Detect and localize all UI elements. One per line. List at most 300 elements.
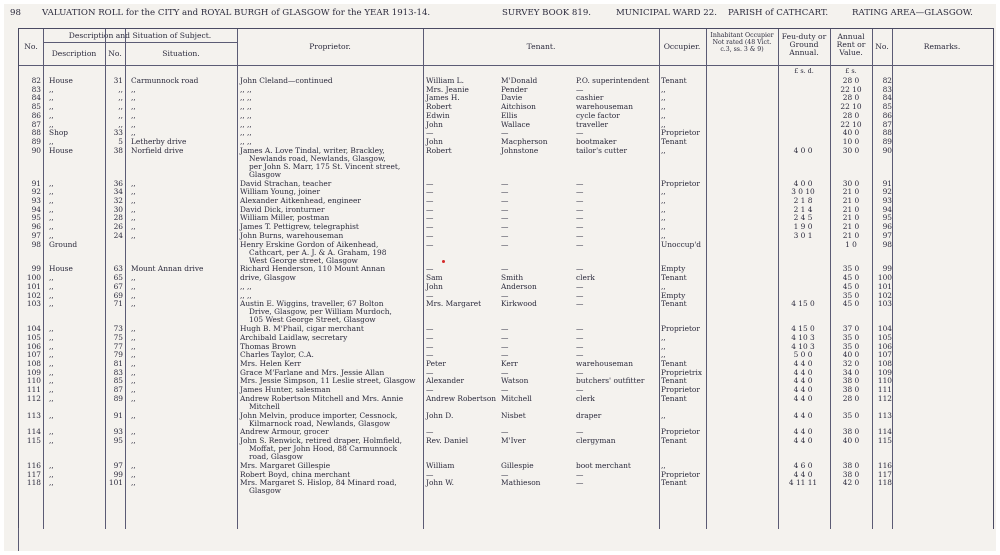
table-row: [19, 103, 993, 111]
cell-sit: ,,: [131, 222, 136, 232]
proprietor-continuation: Glasgow: [249, 486, 281, 496]
cell-tf: Mrs. Jeanie: [426, 84, 469, 94]
cell-feu: 4 4 0: [793, 436, 813, 445]
cell-occ: Proprietor: [661, 427, 700, 437]
cell-occ: Tenant: [661, 478, 687, 488]
cell-no3: 106: [877, 341, 892, 351]
table-row: [19, 223, 993, 231]
cell-no: 105: [26, 332, 41, 342]
proprietor-continuation: road, Glasgow: [249, 452, 303, 462]
cell-prop: John Cleland—continued: [240, 76, 333, 85]
cell-to: —: [576, 478, 584, 488]
cell-occ: ,,: [661, 187, 666, 197]
cell-ts: —: [501, 178, 509, 188]
cell-ts: —: [501, 367, 509, 377]
cell-prop: ,, ,,: [240, 110, 252, 120]
col-no2: No.: [108, 49, 122, 58]
cell-prop: ,, ,,: [240, 84, 252, 94]
roll-title: VALUATION ROLL for the CITY and ROYAL BURGH of GLASGOW for the YEAR 1913-14.: [42, 8, 431, 18]
cell-desc: ,,: [49, 469, 54, 479]
cell-occ: ,,: [661, 410, 666, 420]
cell-prop: Archibald Laidlaw, secretary: [240, 332, 348, 342]
cell-ts: Mathieson: [501, 478, 541, 488]
cell-occ: Proprietrix: [661, 367, 702, 377]
cell-sit: ,,: [131, 102, 136, 112]
cell-desc: ,,: [49, 136, 54, 146]
cell-sit: ,,: [131, 84, 136, 94]
cell-num: 89: [113, 393, 123, 403]
proprietor-continuation: Cathcart, per A. J. & A. Graham, 198: [249, 247, 387, 257]
cell-desc: ,,: [49, 393, 54, 403]
cell-num: 79: [113, 350, 123, 360]
cell-num: 65: [113, 273, 123, 283]
cell-to: clerk: [576, 273, 595, 283]
cell-num: 93: [113, 427, 123, 437]
cell-num: 85: [113, 376, 123, 386]
cell-sit: ,,: [131, 299, 136, 309]
cell-prop: Thomas Brown: [240, 341, 297, 351]
cell-no: 85: [31, 102, 41, 112]
cell-sit: ,,: [131, 427, 136, 437]
cell-num: 36: [113, 178, 123, 188]
cell-sit: Norfield drive: [131, 145, 184, 155]
cell-no: 111: [26, 385, 41, 394]
cell-occ: ,,: [661, 460, 666, 470]
cell-no3: 113: [877, 410, 892, 420]
valuation-roll-page: [4, 4, 996, 551]
cell-no: 87: [31, 119, 41, 129]
table-row: [19, 138, 993, 146]
cell-ts: —: [501, 350, 509, 360]
cell-prop: Austin E. Wiggins, traveller, 67 Bolton: [240, 299, 384, 309]
cell-to: —: [576, 187, 584, 197]
cell-desc: ,,: [49, 84, 54, 94]
cell-num: 91: [113, 410, 123, 420]
col-occupier: Occupier.: [663, 42, 701, 51]
cell-sit: ,,: [131, 332, 136, 342]
cell-num: 101: [108, 478, 123, 488]
cell-ts: Ellis: [501, 110, 518, 120]
cell-no3: 91: [882, 178, 892, 188]
cell-desc: ,,: [49, 290, 54, 300]
cell-num: 67: [113, 281, 123, 291]
cell-val: 21 0: [842, 187, 860, 197]
cell-no3: 116: [877, 460, 892, 470]
cell-ts: —: [501, 332, 509, 342]
cell-sit: ,,: [131, 436, 136, 445]
cell-to: warehouseman: [576, 358, 633, 368]
cell-occ: ,,: [661, 332, 666, 342]
cell-prop: Charles Taylor, C.A.: [240, 350, 314, 360]
cell-tf: Mrs. Margaret: [426, 299, 482, 309]
cell-prop: David Strachan, teacher: [240, 178, 332, 188]
cell-feu: 4 15 0: [791, 299, 815, 309]
cell-sit: ,,: [131, 469, 136, 479]
cell-sit: ,,: [131, 178, 136, 188]
cell-no3: 86: [882, 110, 892, 120]
cell-to: warehouseman: [576, 102, 633, 112]
cell-ts: —: [501, 324, 509, 334]
cell-no3: 94: [882, 204, 892, 214]
cell-num: ,,: [118, 84, 123, 94]
table-row: [19, 462, 993, 470]
cell-val: 45 0: [842, 281, 860, 291]
cell-to: —: [576, 324, 584, 334]
cell-sit: Letherby drive: [131, 136, 187, 146]
cell-no: 90: [31, 145, 41, 155]
cell-no: 106: [26, 341, 41, 351]
cell-prop: Hugh B. M'Phail, cigar merchant: [240, 324, 364, 334]
cell-sit: ,,: [131, 376, 136, 386]
cell-sit: ,,: [131, 196, 136, 205]
parish: PARISH of CATHCART.: [728, 8, 829, 18]
table-row: [19, 386, 993, 394]
cell-ts: Aitchison: [501, 102, 536, 112]
cell-ts: —: [501, 341, 509, 351]
cell-val: 45 0: [842, 273, 860, 283]
cell-sit: ,,: [131, 324, 136, 334]
cell-occ: ,,: [661, 84, 666, 94]
cell-val: 21 0: [842, 230, 860, 240]
cell-occ: Proprietor: [661, 469, 700, 479]
col-description: Description: [51, 49, 97, 58]
cell-no: 112: [26, 393, 41, 403]
cell-tf: John: [426, 136, 443, 146]
cell-no: 114: [26, 427, 41, 437]
col-situation: Situation.: [162, 49, 200, 58]
proprietor-continuation: West George street, Glasgow: [249, 255, 358, 265]
cell-val: 21 0: [842, 204, 860, 214]
cell-prop: Andrew Armour, grocer: [240, 427, 329, 437]
cell-val: 35 0: [842, 410, 860, 420]
cell-val: 35 0: [842, 341, 860, 351]
cell-to: —: [576, 230, 584, 240]
cell-occ: ,,: [661, 204, 666, 214]
cell-occ: Proprietor: [661, 128, 700, 138]
cell-feu: 2 1 8: [793, 196, 813, 205]
cell-feu: 4 4 0: [793, 385, 813, 394]
cell-prop: John Burns, warehouseman: [240, 230, 344, 240]
cell-sit: ,,: [131, 410, 136, 420]
cell-no3: 107: [877, 350, 892, 360]
cell-tf: Edwin: [426, 110, 450, 120]
col-no: No.: [24, 42, 38, 51]
cell-sit: ,,: [131, 230, 136, 240]
cell-occ: Empty: [661, 264, 686, 274]
col-annual-value: Annual Rent or Value.: [836, 32, 866, 57]
cell-val: 42 0: [842, 478, 860, 488]
municipal-ward: MUNICIPAL WARD 22.: [616, 8, 717, 18]
cell-feu: 4 10 3: [791, 332, 815, 342]
cell-ts: —: [501, 385, 509, 394]
cell-prop: James T. Pettigrew, telegraphist: [240, 222, 359, 232]
cell-to: boot merchant: [576, 460, 631, 470]
cell-ts: Nisbet: [501, 410, 526, 420]
cell-sit: ,,: [131, 290, 136, 300]
table-row: [19, 325, 993, 333]
cell-ts: —: [501, 469, 509, 479]
cell-desc: House: [49, 264, 73, 274]
cell-sit: ,,: [131, 367, 136, 377]
cell-val: 37 0: [842, 324, 860, 334]
cell-no3: 102: [877, 290, 892, 300]
cell-to: —: [576, 299, 584, 309]
cell-tf: —: [426, 324, 434, 334]
cell-val: 21 0: [842, 222, 860, 232]
cell-desc: ,,: [49, 478, 54, 488]
cell-val: 28 0: [842, 393, 860, 403]
cell-ts: —: [501, 290, 509, 300]
table-row: [19, 274, 993, 282]
cell-no3: 100: [877, 273, 892, 283]
cell-desc: ,,: [49, 410, 54, 420]
cell-ts: —: [501, 213, 509, 223]
cell-desc: ,,: [49, 341, 54, 351]
cell-num: 81: [113, 358, 123, 368]
cell-tf: —: [426, 230, 434, 240]
cell-val: 21 0: [842, 213, 860, 223]
cell-desc: ,,: [49, 102, 54, 112]
cell-val: 38 0: [842, 460, 860, 470]
cell-no3: 108: [877, 358, 892, 368]
cell-occ: ,,: [661, 102, 666, 112]
table-row: [19, 300, 993, 308]
cell-val: 38 0: [842, 385, 860, 394]
cell-sit: ,,: [131, 393, 136, 403]
cell-desc: ,,: [49, 324, 54, 334]
cell-feu: 3 0 1: [793, 230, 813, 240]
cell-no: 92: [31, 187, 41, 197]
cell-prop: Andrew Robertson Mitchell and Mrs. Annie: [240, 393, 404, 403]
cell-to: cycle factor: [576, 110, 620, 120]
cell-tf: Sam: [426, 273, 443, 283]
cell-desc: Shop: [49, 128, 69, 138]
cell-num: ,,: [118, 110, 123, 120]
cell-occ: ,,: [661, 213, 666, 223]
cell-no3: 99: [882, 264, 892, 274]
cell-desc: ,,: [49, 222, 54, 232]
cell-no3: 101: [877, 281, 892, 291]
cell-desc: House: [49, 145, 73, 155]
cell-to: draper: [576, 410, 602, 420]
cell-ts: Watson: [501, 376, 529, 386]
table-row: [19, 360, 993, 368]
cell-no3: 92: [882, 187, 892, 197]
cell-no: 118: [26, 478, 41, 488]
cell-ts: Pender: [501, 84, 528, 94]
cell-sit: Mount Annan drive: [131, 264, 204, 274]
cell-ts: Anderson: [501, 281, 537, 291]
cell-val: 28 0: [842, 76, 860, 85]
cell-num: 95: [113, 436, 123, 445]
cell-to: cashier: [576, 93, 604, 103]
cell-tf: Rev. Daniel: [426, 436, 469, 445]
cell-sit: ,,: [131, 93, 136, 103]
cell-prop: Alexander Aitkenhead, engineer: [240, 196, 361, 205]
cell-ts: —: [501, 230, 509, 240]
cell-no: 108: [26, 358, 41, 368]
cell-feu: 3 0 10: [791, 187, 815, 197]
cell-to: —: [576, 367, 584, 377]
cell-ts: Kirkwood: [501, 299, 537, 309]
cell-sit: ,,: [131, 110, 136, 120]
cell-feu: 4 4 0: [793, 367, 813, 377]
table-row: [19, 112, 993, 120]
cell-num: 83: [113, 367, 123, 377]
rating-area: RATING AREA—GLASGOW.: [852, 8, 973, 18]
cell-no3: 105: [877, 332, 892, 342]
cell-num: 38: [113, 145, 123, 155]
cell-val: 28 0: [842, 110, 860, 120]
cell-num: 34: [113, 187, 123, 197]
cell-feu: 5 0 0: [793, 350, 813, 360]
cell-prop: James A. Love Tindal, writer, Brackley,: [240, 145, 385, 155]
cell-occ: Tenant: [661, 358, 687, 368]
cell-occ: ,,: [661, 230, 666, 240]
cell-no: 96: [31, 222, 41, 232]
cell-desc: ,,: [49, 332, 54, 342]
cell-ts: Macpherson: [501, 136, 548, 146]
cell-to: tailor's cutter: [576, 145, 628, 155]
table-row: [19, 129, 993, 137]
cell-desc: ,,: [49, 119, 54, 129]
cell-prop: ,, ,,: [240, 128, 252, 138]
cell-no: 89: [31, 136, 41, 146]
cell-prop: ,, ,,: [240, 102, 252, 112]
cell-no3: 88: [882, 128, 892, 138]
cell-to: —: [576, 350, 584, 360]
cell-sit: ,,: [131, 273, 136, 283]
cell-to: —: [576, 264, 584, 274]
cell-num: 71: [113, 299, 123, 309]
col-tenant: Tenant.: [526, 42, 556, 51]
cell-prop: Robert Boyd, china merchant: [240, 469, 351, 479]
proprietor-continuation: Drive, Glasgow, per William Murdoch,: [249, 307, 392, 317]
cell-tf: —: [426, 222, 434, 232]
cell-desc: ,,: [49, 110, 54, 120]
cell-to: —: [576, 222, 584, 232]
cell-desc: ,,: [49, 358, 54, 368]
cell-no: 113: [26, 410, 41, 420]
cell-feu: 4 0 0: [793, 178, 813, 188]
cell-num: ,,: [118, 93, 123, 103]
cell-to: —: [576, 196, 584, 205]
cell-ts: —: [501, 222, 509, 232]
cell-num: 63: [113, 264, 123, 274]
cell-occ: Tenant: [661, 393, 687, 403]
cell-no: 82: [31, 76, 41, 85]
cell-sit: ,,: [131, 213, 136, 223]
cell-tf: —: [426, 128, 434, 138]
cell-num: 30: [113, 204, 123, 214]
cell-sit: ,,: [131, 187, 136, 197]
cell-feu: 4 4 0: [793, 469, 813, 479]
cell-occ: Tenant: [661, 376, 687, 386]
cell-prop: William Miller, postman: [240, 213, 330, 223]
cell-no3: 89: [882, 136, 892, 146]
cell-desc: ,,: [49, 460, 54, 470]
cell-tf: Andrew Robertson: [426, 393, 497, 403]
cell-ts: —: [501, 196, 509, 205]
cell-feu: 2 1 4: [793, 204, 813, 214]
cell-no3: 111: [877, 385, 892, 394]
cell-no: 116: [26, 460, 41, 470]
cell-val: 30 0: [842, 178, 860, 188]
cell-desc: ,,: [49, 273, 54, 283]
cell-num: 77: [113, 341, 123, 351]
cell-to: traveller: [576, 119, 609, 129]
cell-prop: Mrs. Helen Kerr: [240, 358, 302, 368]
cell-val: 22 10: [840, 119, 862, 129]
cell-no: 104: [26, 324, 41, 334]
cell-no: 84: [31, 93, 41, 103]
cell-desc: House: [49, 76, 73, 85]
table-row: [19, 334, 993, 342]
cell-ts: —: [501, 187, 509, 197]
cell-no: 99: [31, 264, 41, 274]
cell-desc: ,,: [49, 385, 54, 394]
cell-no: 102: [26, 290, 41, 300]
cell-prop: John Melvin, produce importer, Cessnock,: [240, 410, 398, 420]
cell-val: 1 0: [845, 239, 857, 249]
cell-num: 31: [113, 76, 123, 85]
cell-val: 40 0: [842, 350, 860, 360]
cell-num: 69: [113, 290, 123, 300]
cell-no3: 84: [882, 93, 892, 103]
cell-desc: ,,: [49, 93, 54, 103]
cell-val: 35 0: [842, 332, 860, 342]
cell-tf: —: [426, 385, 434, 394]
cell-no3: 87: [882, 119, 892, 129]
cell-no: 94: [31, 204, 41, 214]
cell-no3: 85: [882, 102, 892, 112]
cell-prop: ,, ,,: [240, 290, 252, 300]
cell-ts: Kerr: [501, 358, 518, 368]
cell-no: 93: [31, 196, 41, 205]
cell-tf: Peter: [426, 358, 446, 368]
cell-no: 91: [31, 178, 41, 188]
col-desc-group: Description and Situation of Subject.: [68, 31, 212, 40]
cell-val: 28 0: [842, 93, 860, 103]
cell-no: 110: [26, 376, 41, 386]
cell-desc: ,,: [49, 230, 54, 240]
cell-desc: ,,: [49, 299, 54, 309]
cell-no3: 93: [882, 196, 892, 205]
cell-num: ,,: [118, 119, 123, 129]
cell-tf: William: [426, 460, 455, 470]
table-row: [19, 241, 993, 249]
cell-tf: John: [426, 281, 443, 291]
cell-no3: 104: [877, 324, 892, 334]
proprietor-continuation: Kilmarnock road, Newlands, Glasgow: [249, 418, 391, 428]
cell-to: P.O. superintendent: [576, 76, 650, 85]
cell-val: 21 0: [842, 196, 860, 205]
header-rule: [43, 42, 237, 43]
col-proprietor: Proprietor.: [309, 42, 351, 51]
cell-to: —: [576, 332, 584, 342]
cell-tf: —: [426, 332, 434, 342]
cell-feu: 1 9 0: [793, 222, 813, 232]
cell-desc: ,,: [49, 367, 54, 377]
cell-desc: ,,: [49, 187, 54, 197]
cell-prop: James Hunter, salesman: [240, 385, 331, 394]
table-row: [19, 351, 993, 359]
table-row: [19, 283, 993, 291]
cell-feu: 4 11 11: [788, 478, 818, 488]
cell-val: 38 0: [842, 469, 860, 479]
cell-ts: M'Iver: [501, 436, 526, 445]
cell-tf: —: [426, 187, 434, 197]
